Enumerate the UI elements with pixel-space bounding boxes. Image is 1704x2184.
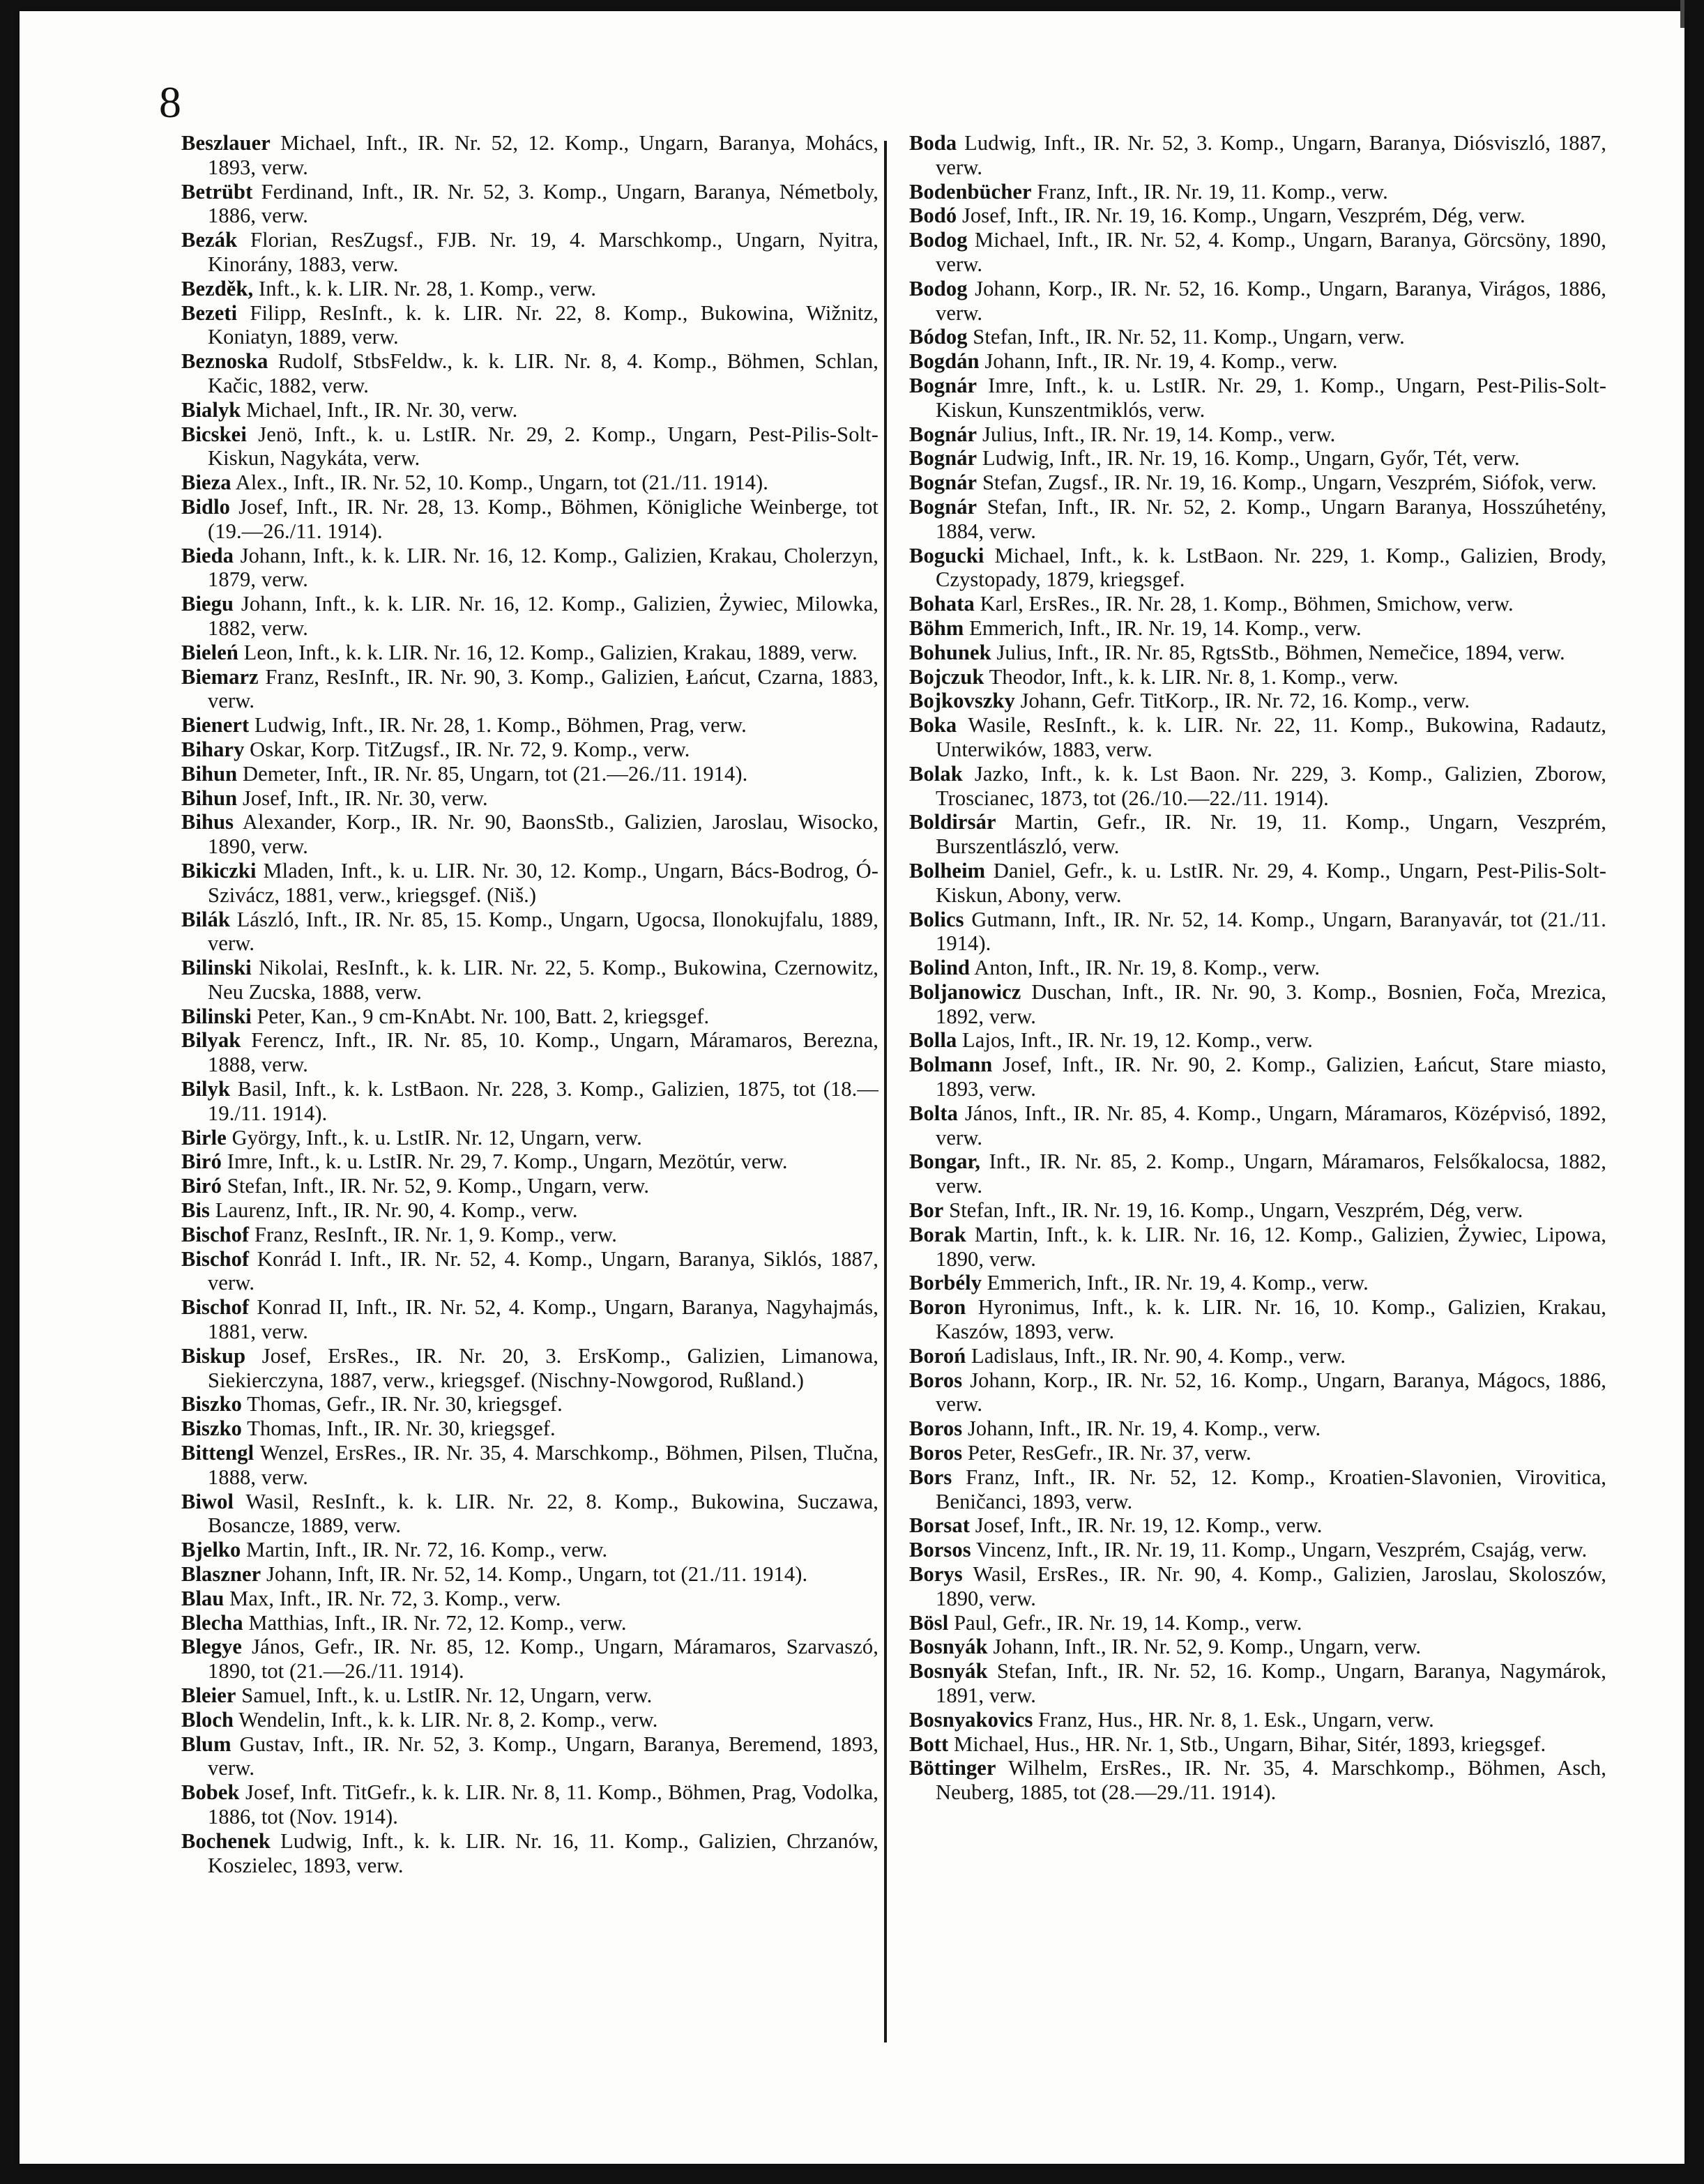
entry-details: Josef, Inft., IR. Nr. 19, 16. Komp., Ungarn, Veszprém, Dég, verw. <box>961 204 1526 228</box>
entry-surname: Betrübt <box>181 179 253 204</box>
entry-surname: Bieleń <box>181 640 238 664</box>
register-entry <box>181 131 878 180</box>
entry-details: Lajos, Inft., IR. Nr. 19, 12. Komp., verw. <box>962 1028 1313 1053</box>
register-entry <box>181 1611 878 1635</box>
register-entry <box>909 1513 1606 1538</box>
register-entry <box>181 544 878 593</box>
register-entry <box>909 374 1606 422</box>
entry-surname: Bezák <box>181 228 238 252</box>
entry-details: Stefan, Inft., IR. Nr. 52, 2. Komp., Ungarn Baranya, Hosszúhetény, 1884, verw. <box>936 494 1606 543</box>
entry-surname: Bognár <box>909 494 977 519</box>
entry-details: Mladen, Inft., k. u. LIR. Nr. 30, 12. Komp., Ungarn, Bács-Bodrog, Ó-Szivácz, 1881, verw., kriegsgef. (Niš.) <box>208 858 878 907</box>
column-divider <box>884 141 887 2042</box>
entry-details: Demeter, Inft., IR. Nr. 85, Ungarn, tot (21.—26./11. 1914). <box>242 761 748 786</box>
entry-details: Johann, Inft., k. k. LIR. Nr. 16, 12. Komp., Galizien, Żywiec, Milowka, 1882, verw. <box>208 592 878 640</box>
register-entry <box>909 1708 1606 1732</box>
entry-surname: Bohata <box>909 592 975 616</box>
entry-details: Michael, Inft., IR. Nr. 30, verw. <box>246 397 518 422</box>
entry-surname: Bognár <box>909 422 977 446</box>
register-entry <box>181 349 878 398</box>
entry-details: Stefan, Zugsf., IR. Nr. 19, 16. Komp., Ungarn, Veszprém, Siófok, verw. <box>982 471 1597 495</box>
entry-details: Julius, Inft., IR. Nr. 85, RgtsStb., Böhmen, Nemečice, 1894, verw. <box>996 640 1565 664</box>
entry-surname: Birle <box>181 1125 227 1150</box>
entry-details: Wenzel, ErsRes., IR. Nr. 35, 4. Marschkomp., Böhmen, Pilsen, Tlučna, 1888, verw. <box>208 1441 878 1489</box>
entry-surname: Bihary <box>181 737 245 761</box>
register-entry <box>181 180 878 229</box>
register-entry <box>909 1416 1606 1441</box>
entry-surname: Bezděk, <box>181 276 254 300</box>
entry-surname: Bongar, <box>909 1150 981 1174</box>
entry-surname: Bodog <box>909 276 968 300</box>
entry-details: János, Gefr., IR. Nr. 85, 12. Komp., Ungarn, Máramaros, Szarvaszó, 1890, tot (21.—26./11. 1914). <box>208 1635 878 1683</box>
register-entry <box>909 349 1606 374</box>
entry-details: Johann, Inft, IR. Nr. 52, 14. Komp., Ungarn, tot (21./11. 1914). <box>266 1562 808 1587</box>
entry-surname: Boros <box>909 1416 963 1441</box>
register-entry <box>909 204 1606 228</box>
entry-details: Johann, Inft., k. k. LIR. Nr. 16, 12. Komp., Galizien, Krakau, Cholerzyn, 1879, verw. <box>208 543 878 592</box>
register-entry <box>909 228 1606 277</box>
register-entry <box>181 762 878 786</box>
register-entry <box>909 956 1606 980</box>
register-entry <box>909 980 1606 1029</box>
entry-details: Thomas, Inft., IR. Nr. 30, kriegsgef. <box>247 1416 556 1441</box>
entry-details: Franz, Hus., HR. Nr. 8, 1. Esk., Ungarn, verw. <box>1038 1707 1434 1732</box>
register-entry <box>181 228 878 277</box>
register-entry <box>909 641 1606 665</box>
entry-surname: Bihun <box>181 786 238 810</box>
entry-surname: Bogdán <box>909 349 980 374</box>
entry-surname: Bischof <box>181 1222 250 1246</box>
entry-details: Max, Inft., IR. Nr. 72, 3. Komp., verw. <box>229 1586 561 1610</box>
register-entry <box>181 1829 878 1878</box>
entry-details: Konrad II, Inft., IR. Nr. 52, 4. Komp., Ungarn, Baranya, Nagyhajmás, 1881, verw. <box>208 1295 878 1344</box>
entry-details: Wilhelm, ErsRes., IR. Nr. 35, 4. Marschkomp., Böhmen, Asch, Neuberg, 1885, tot (28.—29./11. 1914). <box>936 1756 1606 1805</box>
register-entry <box>181 1780 878 1829</box>
entry-surname: Bischof <box>181 1295 250 1320</box>
entry-surname: Bodenbücher <box>909 179 1032 204</box>
entry-surname: Bódog <box>909 325 968 349</box>
entry-details: Filipp, ResInft., k. k. LIR. Nr. 22, 8. Komp., Bukowina, Wižnitz, Koniatyn, 1889, verw. <box>208 300 878 349</box>
entry-details: Johann, Inft., IR. Nr. 19, 4. Komp., verw. <box>967 1416 1321 1441</box>
register-entry <box>181 1562 878 1587</box>
entry-details: Imre, Inft., k. u. LstIR. Nr. 29, 1. Komp., Ungarn, Pest-Pilis-Solt-Kiskun, Kunszentmiklós, verw. <box>936 373 1606 422</box>
entry-surname: Bilák <box>181 907 231 931</box>
entry-surname: Bognár <box>909 446 977 471</box>
entry-surname: Bösl <box>909 1610 949 1635</box>
entry-details: Wendelin, Inft., k. k. LIR. Nr. 8, 2. Komp., verw. <box>238 1707 658 1732</box>
entry-details: Peter, Kan., 9 cm-KnAbt. Nr. 100, Batt. 2, kriegsgef. <box>257 1004 710 1028</box>
entry-surname: Böhm <box>909 616 964 640</box>
entry-surname: Biemarz <box>181 664 259 689</box>
register-entry <box>909 713 1606 762</box>
entry-details: Konrád I. Inft., IR. Nr. 52, 4. Komp., Ungarn, Baranya, Siklós, 1887, verw. <box>208 1246 878 1295</box>
entry-details: László, Inft., IR. Nr. 85, 15. Komp., Ungarn, Ugocsa, Ilonokujfalu, 1889, verw. <box>208 907 878 956</box>
entry-details: Franz, Inft., IR. Nr. 52, 12. Komp., Kroatien-Slavonien, Virovitica, Beničanci, 1893, verw. <box>936 1465 1606 1513</box>
register-entry <box>909 1150 1606 1198</box>
entry-details: Rudolf, StbsFeldw., k. k. LIR. Nr. 8, 4. Komp., Böhmen, Schlan, Kačic, 1882, verw. <box>208 349 878 397</box>
register-entry <box>181 1344 878 1393</box>
entry-surname: Blau <box>181 1586 225 1610</box>
register-entry <box>181 665 878 714</box>
entry-surname: Blaszner <box>181 1562 261 1587</box>
entry-details: Martin, Inft., IR. Nr. 72, 16. Komp., verw. <box>246 1538 608 1562</box>
entry-details: Hyronimus, Inft., k. k. LIR. Nr. 16, 10. Komp., Galizien, Krakau, Kaszów, 1893, verw. <box>936 1295 1606 1344</box>
entry-details: Inft., k. k. LIR. Nr. 28, 1. Komp., verw. <box>258 276 597 300</box>
register-entry <box>181 1587 878 1611</box>
entry-surname: Bilyk <box>181 1077 231 1101</box>
entry-surname: Böttinger <box>909 1756 996 1780</box>
entry-surname: Boda <box>909 131 957 155</box>
entry-surname: Boroń <box>909 1343 966 1368</box>
entry-details: Matthias, Inft., IR. Nr. 72, 12. Komp., verw. <box>248 1610 627 1635</box>
register-entry <box>181 1441 878 1490</box>
register-entry <box>181 495 878 544</box>
register-entry <box>181 1028 878 1077</box>
entry-details: Oskar, Korp. TitZugsf., IR. Nr. 72, 9. Komp., verw. <box>250 737 690 761</box>
entry-details: Daniel, Gefr., k. u. LstIR. Nr. 29, 4. Komp., Ungarn, Pest-Pilis-Solt-Kiskun, Abony, verw. <box>936 858 1606 907</box>
entry-details: Martin, Gefr., IR. Nr. 19, 11. Komp., Ungarn, Veszprém, Burszentlászló, verw. <box>936 810 1606 859</box>
entry-surname: Bogucki <box>909 543 984 567</box>
entry-surname: Bilinski <box>181 1004 252 1028</box>
entry-surname: Blecha <box>181 1610 243 1635</box>
register-entry <box>909 495 1606 544</box>
entry-surname: Biró <box>181 1150 222 1174</box>
entry-surname: Bilyak <box>181 1028 241 1053</box>
entry-surname: Biskup <box>181 1343 246 1368</box>
entry-surname: Bittengl <box>181 1441 254 1465</box>
entry-details: Martin, Inft., k. k. LIR. Nr. 16, 12. Komp., Galizien, Żywiec, Lipowa, 1890, verw. <box>936 1222 1606 1271</box>
register-entry <box>181 1635 878 1683</box>
register-entry <box>909 1611 1606 1635</box>
entry-details: Gutmann, Inft., IR. Nr. 52, 14. Komp., Ungarn, Baranyavár, tot (21./11. 1914). <box>936 907 1606 956</box>
entry-details: Johann, Inft., IR. Nr. 19, 4. Komp., verw. <box>984 349 1338 374</box>
entry-details: Josef, Inft., IR. Nr. 19, 12. Komp., verw. <box>975 1513 1323 1538</box>
entry-surname: Bis <box>181 1198 210 1223</box>
entry-surname: Bodó <box>909 204 957 228</box>
register-entry <box>909 180 1606 204</box>
entry-surname: Bolak <box>909 761 963 786</box>
entry-surname: Bognár <box>909 471 977 495</box>
entry-details: Theodor, Inft., k. k. LIR. Nr. 8, 1. Komp., verw. <box>989 664 1399 689</box>
entry-details: Gustav, Inft., IR. Nr. 52, 3. Komp., Ungarn, Baranya, Beremend, 1893, verw. <box>208 1732 878 1780</box>
entry-surname: Bobek <box>181 1780 240 1805</box>
entry-surname: Biszko <box>181 1392 243 1416</box>
register-entry <box>909 1344 1606 1368</box>
entry-surname: Bolmann <box>909 1053 993 1077</box>
entry-details: Laurenz, Inft., IR. Nr. 90, 4. Komp., verw. <box>215 1198 578 1223</box>
register-entry <box>909 471 1606 495</box>
register-entry <box>181 738 878 762</box>
entry-surname: Bihun <box>181 761 238 786</box>
register-entry <box>181 1247 878 1296</box>
entry-details: Emmerich, Inft., IR. Nr. 19, 14. Komp., verw. <box>969 616 1362 640</box>
entry-surname: Bialyk <box>181 397 241 422</box>
register-entry <box>909 1295 1606 1344</box>
entry-surname: Boldirsár <box>909 810 996 834</box>
entry-surname: Bolta <box>909 1101 958 1125</box>
entry-details: Michael, Inft., IR. Nr. 52, 12. Komp., Ungarn, Baranya, Mohács, 1893, verw. <box>208 131 878 179</box>
entry-surname: Beznoska <box>181 349 268 374</box>
entry-surname: Bosnyák <box>909 1635 988 1659</box>
entry-surname: Bodog <box>909 228 968 252</box>
register-entry <box>909 1635 1606 1659</box>
entry-surname: Bienert <box>181 713 250 738</box>
entry-details: Ludwig, Inft., IR. Nr. 19, 16. Komp., Ungarn, Győr, Tét, verw. <box>982 446 1520 471</box>
entry-surname: Bilinski <box>181 956 252 980</box>
register-entry <box>909 1053 1606 1101</box>
register-entry <box>909 762 1606 811</box>
register-entry <box>181 422 878 471</box>
entry-details: Josef, Inft., IR. Nr. 28, 13. Komp., Böhmen, Königliche Weinberge, tot (19.—26./11. 1914). <box>208 494 878 543</box>
register-entry <box>909 592 1606 616</box>
register-entry <box>181 1077 878 1126</box>
entry-details: Samuel, Inft., k. u. LstIR. Nr. 12, Ungarn, verw. <box>241 1683 653 1707</box>
entry-details: Emmerich, Inft., IR. Nr. 19, 4. Komp., verw. <box>987 1271 1369 1295</box>
register-entry <box>181 786 878 811</box>
entry-details: Peter, ResGefr., IR. Nr. 37, verw. <box>967 1441 1252 1465</box>
entry-details: Duschan, Inft., IR. Nr. 90, 3. Komp., Bosnien, Foča, Mrezica, 1892, verw. <box>936 979 1606 1028</box>
entry-details: Michael, Inft., IR. Nr. 52, 4. Komp., Ungarn, Baranya, Görcsöny, 1890, verw. <box>936 228 1606 276</box>
register-entry <box>181 641 878 665</box>
entry-details: Wasile, ResInft., k. k. LIR. Nr. 22, 11. Komp., Bukowina, Radautz, Unterwików, 1883, verw. <box>936 713 1606 761</box>
entry-surname: Bojkovszky <box>909 689 1015 713</box>
entry-details: Johann, Korp., IR. Nr. 52, 16. Komp., Ungarn, Baranya, Virágos, 1886, verw. <box>936 276 1606 325</box>
entry-details: János, Inft., IR. Nr. 85, 4. Komp., Ungarn, Máramaros, Középvisó, 1892, verw. <box>936 1101 1606 1150</box>
entry-details: Michael, Hus., HR. Nr. 1, Stb., Ungarn, Bihar, Sitér, 1893, kriegsgef. <box>954 1732 1546 1756</box>
entry-surname: Boros <box>909 1441 963 1465</box>
register-entry <box>181 1708 878 1732</box>
entry-details: Stefan, Inft., IR. Nr. 52, 16. Komp., Ungarn, Baranya, Nagymárok, 1891, verw. <box>936 1659 1606 1707</box>
register-entry <box>181 301 878 350</box>
entry-surname: Blum <box>181 1732 231 1756</box>
register-entry <box>181 1490 878 1538</box>
entry-surname: Biegu <box>181 592 234 616</box>
entry-details: Basil, Inft., k. k. LstBaon. Nr. 228, 3. Komp., Galizien, 1875, tot (18.—19./11. 1914). <box>208 1077 878 1125</box>
register-entry <box>909 1465 1606 1514</box>
register-entry <box>909 277 1606 326</box>
register-entry <box>909 1368 1606 1417</box>
register-entry <box>909 446 1606 471</box>
page-number: 8 <box>159 77 181 127</box>
entry-details: Franz, ResInft., IR. Nr. 90, 3. Komp., Galizien, Łańcut, Czarna, 1883, verw. <box>208 664 878 713</box>
register-entry <box>181 1150 878 1174</box>
register-entry <box>181 956 878 1005</box>
entry-details: Wasil, ResInft., k. k. LIR. Nr. 22, 8. Komp., Bukowina, Suczawa, Bosancze, 1889, verw. <box>208 1489 878 1538</box>
register-entry <box>181 1683 878 1708</box>
entry-surname: Boljanowicz <box>909 979 1021 1004</box>
entry-details: Jazko, Inft., k. k. Lst Baon. Nr. 229, 3. Komp., Galizien, Zborow, Troscianec, 1873, tot (26./10.—22./11. 1914). <box>936 761 1606 810</box>
register-entry <box>181 398 878 422</box>
entry-details: Ludwig, Inft., IR. Nr. 52, 3. Komp., Ungarn, Baranya, Diósviszló, 1887, verw. <box>936 131 1606 179</box>
entry-surname: Bor <box>909 1198 944 1223</box>
entry-surname: Blegye <box>181 1635 242 1659</box>
entry-surname: Bieda <box>181 543 234 567</box>
entry-surname: Bors <box>909 1465 952 1489</box>
entry-details: Franz, Inft., IR. Nr. 19, 11. Komp., verw. <box>1037 179 1388 204</box>
entry-details: Stefan, Inft., IR. Nr. 52, 9. Komp., Ungarn, verw. <box>227 1174 650 1198</box>
entry-details: Nikolai, ResInft., k. k. LIR. Nr. 22, 5. Komp., Bukowina, Czernowitz, Neu Zucska, 1888, verw. <box>208 956 878 1004</box>
entry-surname: Boka <box>909 713 957 738</box>
entry-surname: Bott <box>909 1732 949 1756</box>
entry-surname: Boron <box>909 1295 966 1320</box>
entry-surname: Biwol <box>181 1489 234 1513</box>
entry-details: Alex., Inft., IR. Nr. 52, 10. Komp., Ungarn, tot (21./11. 1914). <box>235 471 769 495</box>
entry-details: Stefan, Inft., IR. Nr. 52, 11. Komp., Ungarn, verw. <box>973 325 1405 349</box>
register-entry <box>181 908 878 956</box>
entry-surname: Bohunek <box>909 640 991 664</box>
register-entry <box>181 1223 878 1247</box>
register-entry <box>909 1562 1606 1611</box>
entry-details: Paul, Gefr., IR. Nr. 19, 14. Komp., verw. <box>954 1610 1302 1635</box>
entry-details: Ladislaus, Inft., IR. Nr. 90, 4. Komp., verw. <box>971 1343 1346 1368</box>
entry-details: Anton, Inft., IR. Nr. 19, 8. Komp., verw. <box>974 956 1321 980</box>
entry-surname: Bognár <box>909 373 977 397</box>
left-column <box>181 131 878 1877</box>
entry-details: Vincenz, Inft., IR. Nr. 19, 11. Komp., Ungarn, Veszprém, Csajág, verw. <box>975 1538 1588 1562</box>
register-entry <box>909 544 1606 593</box>
register-entry <box>181 713 878 738</box>
entry-surname: Boros <box>909 1368 963 1392</box>
register-entry <box>909 1756 1606 1805</box>
register-entry <box>181 1174 878 1198</box>
entry-details: Thomas, Gefr., IR. Nr. 30, kriegsgef. <box>247 1392 563 1416</box>
entry-surname: Bidlo <box>181 494 231 519</box>
entry-surname: Bicskei <box>181 422 247 446</box>
entry-surname: Bischof <box>181 1246 250 1271</box>
entry-details: Ferencz, Inft., IR. Nr. 85, 10. Komp., Ungarn, Máramaros, Berezna, 1888, verw. <box>208 1028 878 1077</box>
entry-details: Ludwig, Inft., IR. Nr. 28, 1. Komp., Böhmen, Prag, verw. <box>254 713 747 738</box>
entry-details: Josef, ErsRes., IR. Nr. 20, 3. ErsKomp., Galizien, Limanowa, Siekierczyna, 1887, verw., kriegsgef. (Nischny-Nowgorod, Rußland.) <box>208 1343 878 1392</box>
entry-surname: Bolics <box>909 907 964 931</box>
register-entry <box>181 1005 878 1029</box>
register-entry <box>181 1732 878 1781</box>
entry-details: Stefan, Inft., IR. Nr. 19, 16. Komp., Ungarn, Veszprém, Dég, verw. <box>949 1198 1523 1223</box>
entry-surname: Biszko <box>181 1416 243 1441</box>
entry-details: Leon, Inft., k. k. LIR. Nr. 16, 12. Komp., Galizien, Krakau, 1889, verw. <box>243 640 858 664</box>
register-entry <box>909 131 1606 180</box>
register-entry <box>181 1538 878 1562</box>
register-entry <box>181 810 878 859</box>
scan-edge-mark <box>1680 0 1684 28</box>
register-entry <box>909 1732 1606 1757</box>
register-entry <box>909 1538 1606 1562</box>
register-entry <box>909 1101 1606 1150</box>
entry-details: Johann, Inft., IR. Nr. 52, 9. Komp., Ungarn, verw. <box>993 1635 1422 1659</box>
entry-surname: Bikiczki <box>181 858 257 883</box>
entry-surname: Bleier <box>181 1683 236 1707</box>
register-entry <box>181 277 878 301</box>
entry-details: Josef, Inft., IR. Nr. 30, verw. <box>242 786 488 810</box>
register-entry <box>909 1198 1606 1223</box>
register-entry <box>181 592 878 641</box>
register-entry <box>909 859 1606 908</box>
entry-surname: Borak <box>909 1222 966 1246</box>
entry-surname: Bosnyakovics <box>909 1707 1033 1732</box>
entry-surname: Bochenek <box>181 1828 271 1853</box>
entry-surname: Bolheim <box>909 858 986 883</box>
entry-surname: Bjelko <box>181 1538 241 1562</box>
register-entry <box>181 1416 878 1441</box>
entry-surname: Borsat <box>909 1513 971 1538</box>
entry-details: Ludwig, Inft., k. k. LIR. Nr. 16, 11. Komp., Galizien, Chrzanów, Koszielec, 1893, verw. <box>208 1828 878 1877</box>
document-page <box>20 11 1684 2164</box>
register-entry <box>909 1028 1606 1053</box>
entry-surname: Borys <box>909 1562 963 1587</box>
entry-surname: Borbély <box>909 1271 982 1295</box>
register-entry <box>909 1223 1606 1272</box>
entry-details: Jenö, Inft., k. u. LstIR. Nr. 29, 2. Komp., Ungarn, Pest-Pilis-Solt-Kiskun, Nagykáta, verw. <box>208 422 878 471</box>
entry-details: Imre, Inft., k. u. LstIR. Nr. 29, 7. Komp., Ungarn, Mezötúr, verw. <box>227 1150 788 1174</box>
entry-details: Franz, ResInft., IR. Nr. 1, 9. Komp., verw. <box>254 1222 617 1246</box>
entry-details: Florian, ResZugsf., FJB. Nr. 19, 4. Marschkomp., Ungarn, Nyitra, Kinorány, 1883, verw. <box>208 228 879 276</box>
entry-details: Josef, Inft. TitGefr., k. k. LIR. Nr. 8, 11. Komp., Böhmen, Prag, Vodolka, 1886, tot (Nov. 1914). <box>208 1780 878 1828</box>
right-column <box>909 131 1606 1805</box>
register-entry <box>909 1441 1606 1465</box>
entry-details: Johann, Korp., IR. Nr. 52, 16. Komp., Ungarn, Baranya, Mágocs, 1886, verw. <box>936 1368 1606 1416</box>
entry-surname: Beszlauer <box>181 131 271 155</box>
register-entry <box>181 1198 878 1223</box>
entry-surname: Bolind <box>909 956 971 980</box>
entry-surname: Bloch <box>181 1707 234 1732</box>
entry-details: Alexander, Korp., IR. Nr. 90, BaonsStb., Galizien, Jaroslau, Wisocko, 1890, verw. <box>208 810 879 859</box>
register-entry <box>909 1271 1606 1295</box>
entry-details: Johann, Gefr. TitKorp., IR. Nr. 72, 16. Komp., verw. <box>1020 689 1470 713</box>
entry-surname: Borsos <box>909 1538 971 1562</box>
register-entry <box>909 1659 1606 1708</box>
register-entry <box>181 1126 878 1150</box>
entry-details: Ferdinand, Inft., IR. Nr. 52, 3. Komp., Ungarn, Baranya, Németboly, 1886, verw. <box>208 179 879 228</box>
entry-surname: Bieza <box>181 471 231 495</box>
register-entry <box>909 810 1606 859</box>
entry-details: Michael, Inft., k. k. LstBaon. Nr. 229, 1. Komp., Galizien, Brody, Czystopady, 1879, kriegsgef. <box>936 543 1606 592</box>
entry-surname: Bolla <box>909 1028 957 1053</box>
register-entry <box>181 471 878 495</box>
entry-surname: Bojczuk <box>909 664 984 689</box>
entry-details: Wasil, ErsRes., IR. Nr. 90, 4. Komp., Galizien, Jaroslau, Skoloszów, 1890, verw. <box>936 1562 1606 1610</box>
register-entry <box>909 665 1606 689</box>
register-entry <box>909 422 1606 447</box>
entry-details: Julius, Inft., IR. Nr. 19, 14. Komp., verw. <box>982 422 1336 446</box>
entry-surname: Bezeti <box>181 300 238 325</box>
entry-surname: Bihus <box>181 810 234 834</box>
entry-surname: Bosnyák <box>909 1659 988 1683</box>
register-entry <box>909 325 1606 349</box>
register-entry <box>181 1295 878 1344</box>
entry-details: Inft., IR. Nr. 85, 2. Komp., Ungarn, Máramaros, Felsőkalocsa, 1882, verw. <box>936 1150 1606 1198</box>
register-entry <box>909 908 1606 956</box>
entry-surname: Biró <box>181 1174 222 1198</box>
entry-details: Josef, Inft., IR. Nr. 90, 2. Komp., Galizien, Łańcut, Stare miasto, 1893, verw. <box>936 1053 1606 1101</box>
register-entry <box>909 689 1606 713</box>
entry-details: Karl, ErsRes., IR. Nr. 28, 1. Komp., Böhmen, Smichow, verw. <box>980 592 1514 616</box>
register-entry <box>181 1392 878 1416</box>
register-entry <box>181 859 878 908</box>
register-entry <box>909 616 1606 641</box>
entry-details: György, Inft., k. u. LstIR. Nr. 12, Ungarn, verw. <box>231 1125 642 1150</box>
